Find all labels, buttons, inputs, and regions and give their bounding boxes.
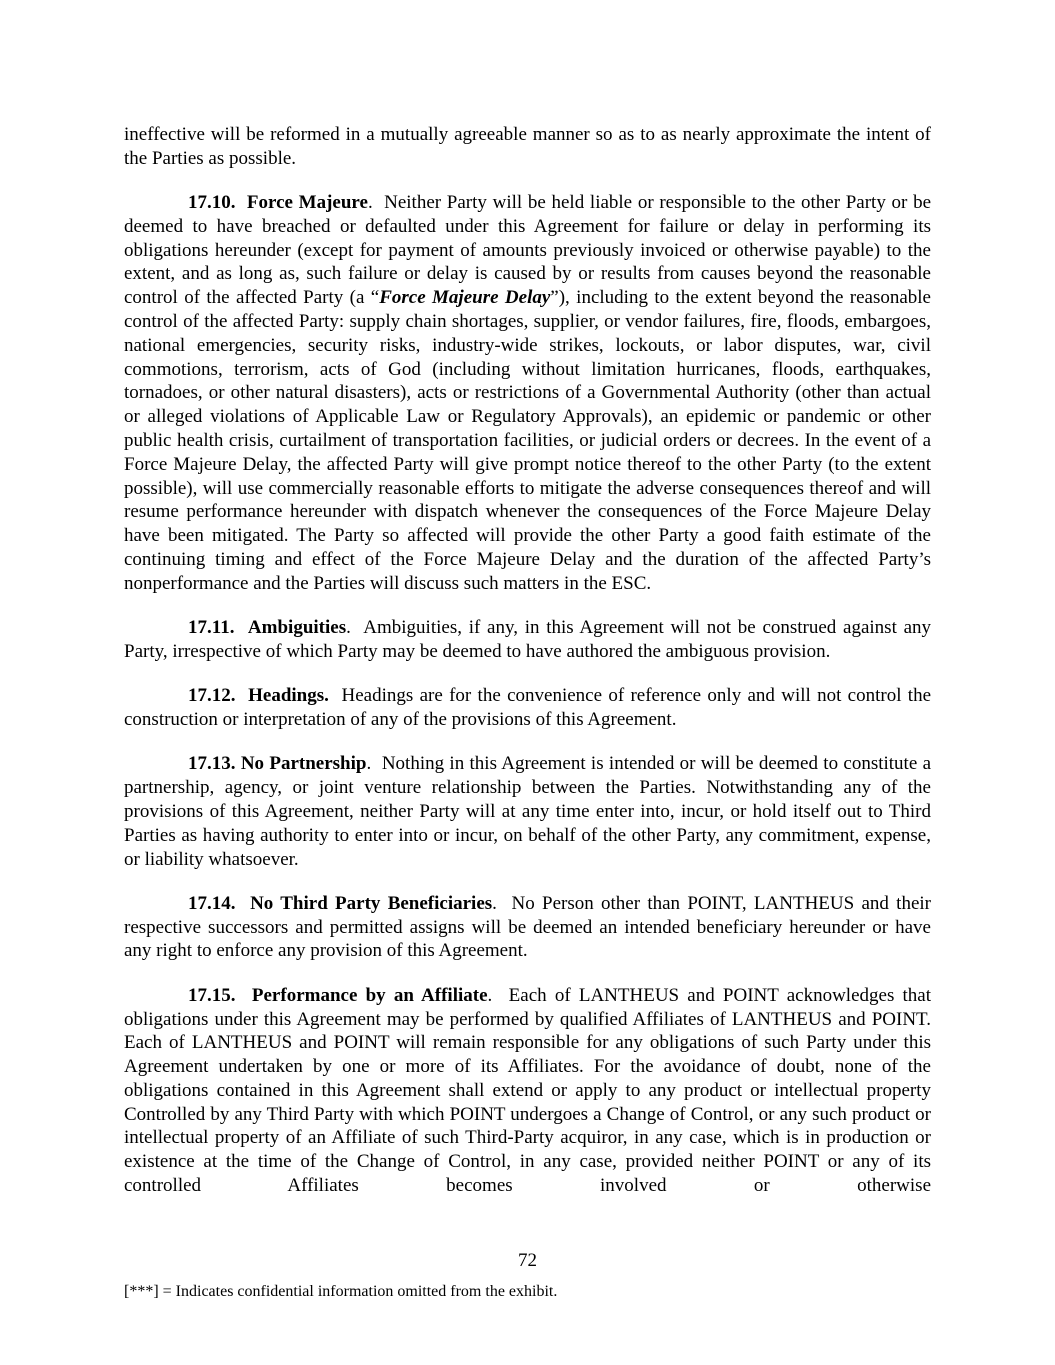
heading-punctuation: . (487, 984, 493, 1006)
heading-punctuation: . (366, 753, 372, 775)
confidentiality-footnote: [***] = Indicates confidential information omitted from the exhibit. (124, 1283, 558, 1300)
section-17-11 (124, 616, 931, 664)
document-body (124, 123, 931, 1218)
section-heading: No Third Party Beneficiaries (250, 892, 493, 914)
section-heading: Headings. (248, 685, 329, 707)
section-text: Headings are for the convenience of reference only and will not control the construction or interpretation of any of the provisions of this Agreement. (124, 685, 932, 731)
section-heading: Force Majeure (246, 192, 368, 214)
section-number: 17.11. (188, 617, 235, 639)
section-17-15 (124, 984, 931, 1198)
section-17-14 (124, 892, 931, 963)
section-heading: Ambiguities (247, 617, 347, 639)
section-text: Nothing in this Agreement is intended or will be deemed to constitute a partnership, agency, or joint venture relationship between the Parties. Notwithstanding any of the provisions of this Agreement, neither Party will at any time enter into, incur, or hold itself out to Third Parties as having authority to enter into or incur, on behalf of the other Party, any commitment, expense, or liability whatsoever. (124, 753, 932, 870)
section-17-10 (124, 191, 931, 596)
section-text: No Person other than POINT, LANTHEUS and their respective successors and permitted assigns will be deemed an intended beneficiary hereunder or have any right to enforce any provision of this Agreement. (124, 892, 932, 962)
heading-punctuation: . (346, 617, 351, 639)
section-text: Ambiguities, if any, in this Agreement will not be construed against any Party, irrespective of which Party may be deemed to have authored the ambiguous provision. (124, 617, 932, 662)
section-text-continued: ”), including to the extent beyond the reasonable control of the affected Party: supply chain shortages, supplier, or vendor failures, fire, floods, embargoes, national emergencies, security risks, industry-wide strikes, lockouts, or labor disputes, war, civil commotions, terrorism, acts of God (including without limitation hurricanes, floods, earthquakes, tornadoes, or other natural disasters), acts or restrictions of a Governmental Authority (other than actual or alleged violations of Applicable Law or Regulatory Approvals), an epidemic or pandemic or other public health crisis, curtailment of transportation facilities, or judicial orders or decrees. In the event of a Force Majeure Delay, the affected Party will give prompt notice thereof to the other Party (to the extent possible), will use commercially reasonable efforts to mitigate the adverse consequences thereof and will resume performance hereunder with dispatch whenever the consequences of the Force Majeure Delay have been mitigated. The Party so affected will provide the other Party a good faith estimate of the continuing timing and effect of the Force Majeure Delay and the duration of the affected Party’s nonperformance and the Parties will discuss such matters in the ESC. (124, 287, 931, 594)
section-number: 17.14. (188, 892, 236, 914)
section-number: 17.15. (188, 984, 236, 1006)
section-heading: No Partnership (240, 753, 367, 775)
section-17-12 (124, 684, 931, 732)
section-text: Each of LANTHEUS and POINT acknowledges that obligations under this Agreement may be performed by qualified Affiliates of LANTHEUS and POINT. Each of LANTHEUS and POINT will remain responsible for any obligations of such Party under this Agreement undertaken by one or more of its Affiliates. For the avoidance of doubt, none of the obligations contained in this Agreement shall extend or apply to any product or intellectual property Controlled by any Third Party with which POINT undergoes a Change of Control, or any such product or intellectual property of an Affiliate of such Third-Party acquiror, in any case, which is in production or existence at the time of the Change of Control, in any case, provided neither POINT or any of its controlled Affiliates becomes involved or otherwise (124, 984, 932, 1197)
heading-punctuation: . (367, 192, 373, 214)
section-number: 17.12. (188, 685, 236, 707)
section-number: 17.10. (188, 192, 236, 214)
section-text: Neither Party will be held liable or responsible to the other Party or be deemed to have breached or defaulted under this Agreement for failure or delay in performing its obligations hereunder (except for payment of amounts previously invoiced or otherwise payable) to the extent, and as long as, such failure or delay is caused by or results from causes beyond the reasonable control of the affected Party (a “ (124, 192, 931, 309)
heading-punctuation: . (492, 892, 497, 914)
defined-term: Force Majeure Delay (379, 287, 551, 309)
continuation-paragraph: ineffective will be reformed in a mutually agreeable manner so as to as nearly approximate the intent of the Parties as possible. (124, 124, 931, 169)
page-number: 72 (518, 1250, 537, 1271)
section-heading: Performance by an Affiliate (251, 984, 488, 1006)
section-number: 17.13. (188, 753, 236, 775)
section-17-13 (124, 752, 931, 871)
